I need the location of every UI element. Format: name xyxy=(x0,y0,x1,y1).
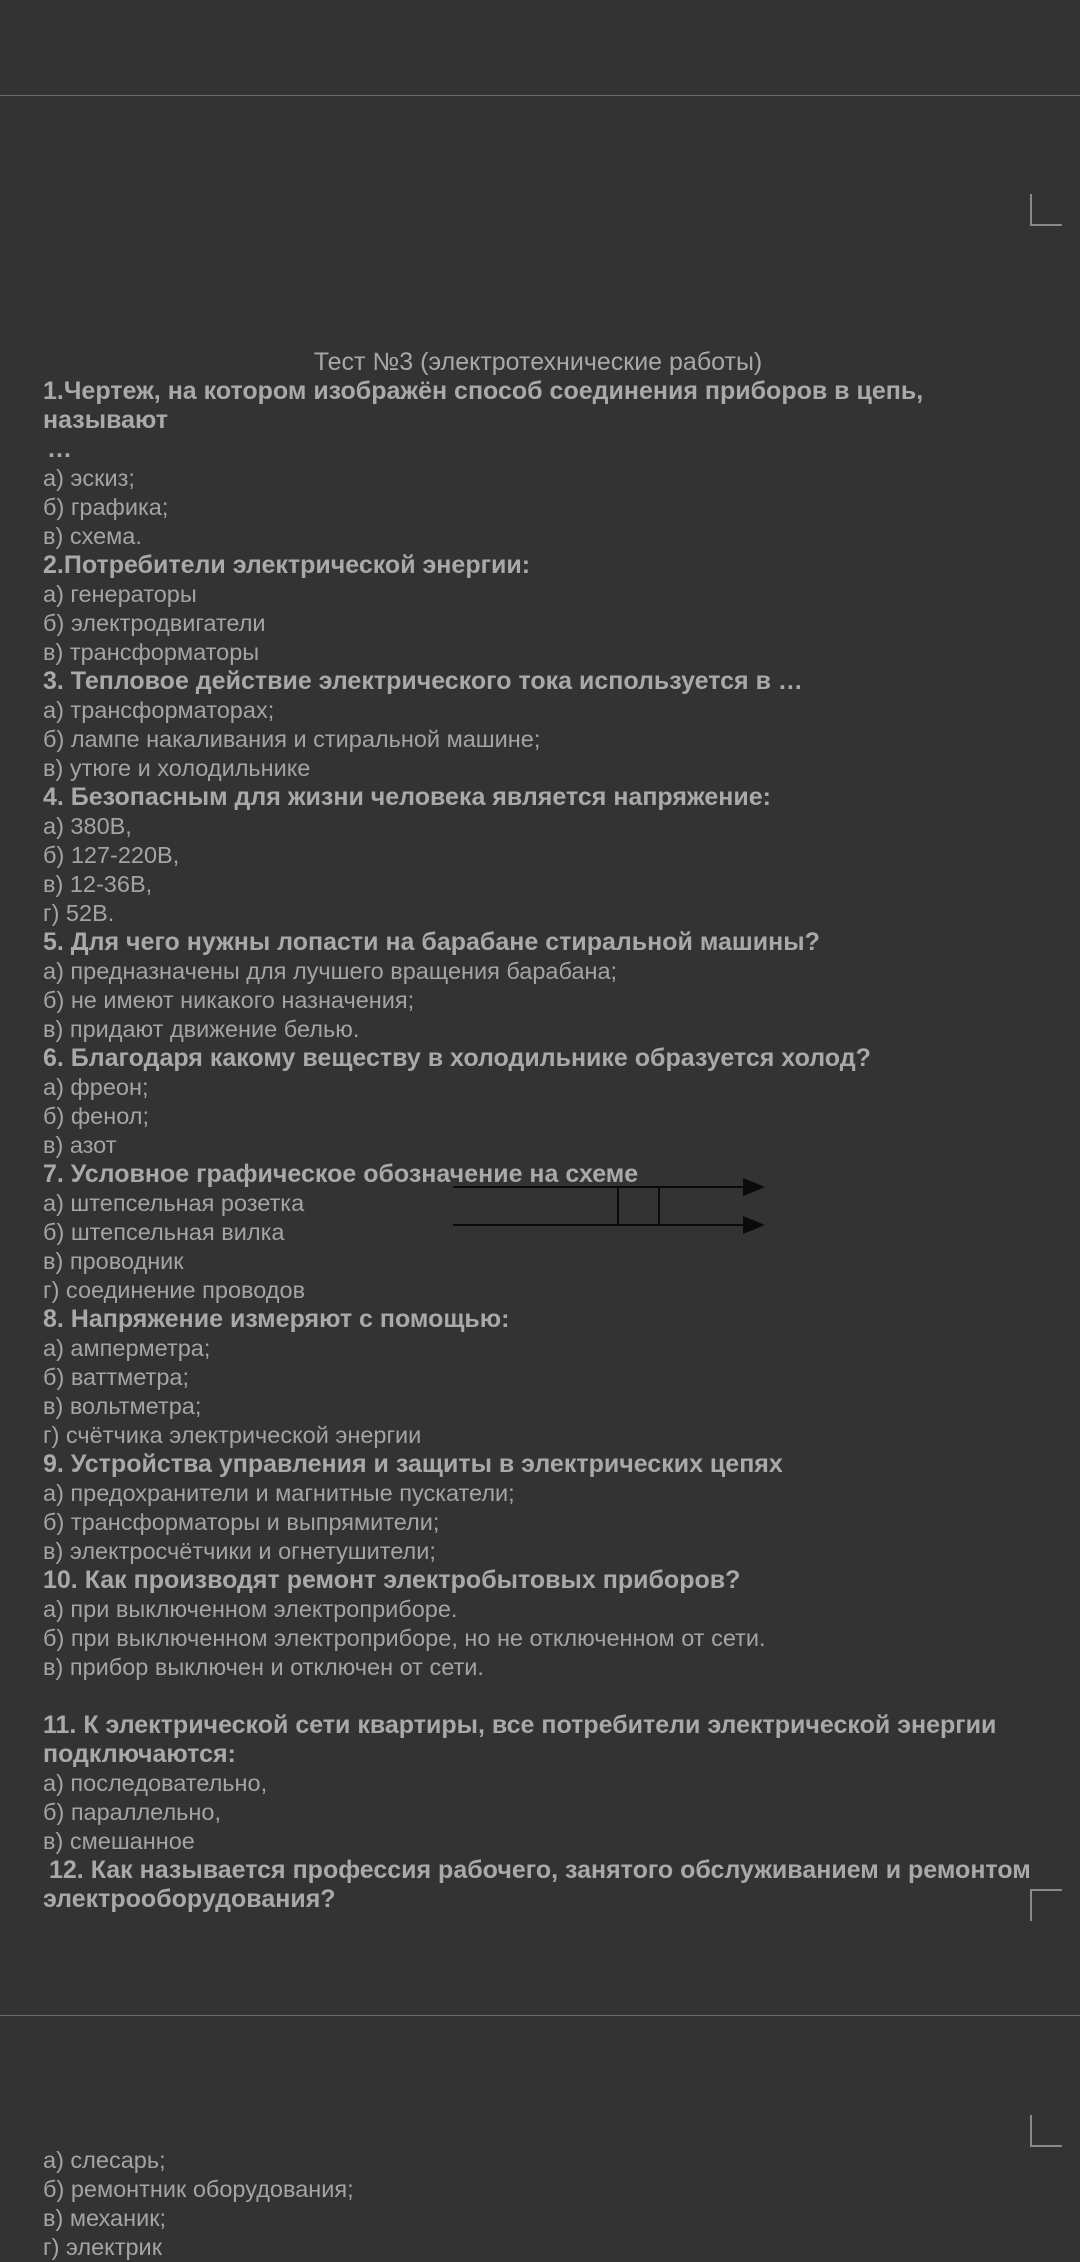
question-9 xyxy=(43,1450,1043,1566)
document-title: Тест №3 (электротехнические работы) xyxy=(313,348,763,376)
answer-option: б) фенол; xyxy=(43,1103,149,1129)
question-text: 8. Напряжение измеряют с помощью: xyxy=(43,1305,510,1333)
answer-option: а) трансформаторах; xyxy=(43,697,275,723)
question-text-continued: … xyxy=(47,435,72,463)
answer-option: а) при выключенном электроприборе. xyxy=(43,1596,458,1622)
question-4 xyxy=(43,783,1043,928)
answer-option: б) трансформаторы и выпрямители; xyxy=(43,1509,440,1535)
answer-option: а) слесарь; xyxy=(43,2147,166,2173)
question-3 xyxy=(43,667,1043,783)
question-12-answers xyxy=(43,2146,1043,2262)
answer-option: б) лампе накаливания и стиральной машине; xyxy=(43,726,541,752)
arrow-right-icon xyxy=(743,1178,765,1196)
question-text-continued: подключаются: xyxy=(43,1740,236,1768)
question-10 xyxy=(43,1566,1043,1682)
answer-option: в) механик; xyxy=(43,2205,167,2231)
answer-option: г) соединение проводов xyxy=(43,1277,306,1303)
answer-option: а) амперметра; xyxy=(43,1335,211,1361)
question-text: 3. Тепловое действие электрического тока используется в … xyxy=(43,667,803,695)
question-text: 5. Для чего нужны лопасти на барабане стиральной машины? xyxy=(43,928,820,956)
answer-option: б) ремонтник оборудования; xyxy=(43,2176,354,2202)
answer-option: в) проводник xyxy=(43,1248,184,1274)
answer-option: в) трансформаторы xyxy=(43,639,260,665)
question-text: 4. Безопасным для жизни человека является напряжение: xyxy=(43,783,771,811)
answer-option: в) смешанное xyxy=(43,1828,195,1854)
page-divider-top xyxy=(0,95,1080,96)
answer-option: а) эскиз; xyxy=(43,465,135,491)
arrow-right-icon xyxy=(743,1216,765,1234)
answer-option: в) азот xyxy=(43,1132,117,1158)
schematic-symbol-icon xyxy=(453,1176,773,1236)
question-1 xyxy=(43,377,1043,551)
question-text: 9. Устройства управления и защиты в электрических цепях xyxy=(43,1450,783,1478)
answer-option: г) электрик xyxy=(43,2234,162,2260)
page-divider-bottom xyxy=(0,2015,1080,2016)
answer-option: б) параллельно, xyxy=(43,1799,221,1825)
answer-option: в) придают движение белью. xyxy=(43,1016,360,1042)
page-corner-mark xyxy=(1030,194,1062,226)
question-text: 2.Потребители электрической энергии: xyxy=(43,551,531,579)
answer-option: а) последовательно, xyxy=(43,1770,268,1796)
question-text: 6. Благодаря какому веществу в холодильнике образуется холод? xyxy=(43,1044,871,1072)
question-text-continued: электрооборудования? xyxy=(43,1885,336,1913)
page-corner-mark xyxy=(1030,2115,1062,2147)
answer-option: б) 127-220В, xyxy=(43,842,180,868)
blank-line xyxy=(43,1682,1043,1711)
question-text: 10. Как производят ремонт электробытовых приборов? xyxy=(43,1566,741,1594)
answer-option: б) ваттметра; xyxy=(43,1364,189,1390)
answer-option: г) 52В. xyxy=(43,900,115,926)
answer-option: в) утюге и холодильнике xyxy=(43,755,311,781)
question-text: 1.Чертеж, на котором изображён способ соединения приборов в цепь, называют xyxy=(43,377,924,434)
question-12 xyxy=(43,1856,1043,1914)
answer-option: г) счётчика электрической энергии xyxy=(43,1422,422,1448)
answer-option: б) электродвигатели xyxy=(43,610,266,636)
document-page xyxy=(43,348,1043,1914)
answer-option: в) 12-36В, xyxy=(43,871,153,897)
question-2 xyxy=(43,551,1043,667)
question-text: 7. Условное графическое обозначение на схеме xyxy=(43,1160,639,1188)
answer-option: а) штепсельная розетка xyxy=(43,1190,305,1216)
answer-option: а) предназначены для лучшего вращения барабана; xyxy=(43,958,618,984)
answer-option: в) прибор выключен и отключен от сети. xyxy=(43,1654,484,1680)
answer-option: а) генераторы xyxy=(43,581,197,607)
question-11 xyxy=(43,1711,1043,1856)
question-5 xyxy=(43,928,1043,1044)
question-8 xyxy=(43,1305,1043,1450)
answer-option: б) не имеют никакого назначения; xyxy=(43,987,415,1013)
question-text: 12. Как называется профессия рабочего, занятого обслуживанием и ремонтом xyxy=(49,1856,1031,1884)
answer-option: б) штепсельная вилка xyxy=(43,1219,285,1245)
answer-option: б) графика; xyxy=(43,494,169,520)
answer-option: а) предохранители и магнитные пускатели; xyxy=(43,1480,515,1506)
answer-option: в) вольтметра; xyxy=(43,1393,202,1419)
answer-option: б) при выключенном электроприборе, но не отключенном от сети. xyxy=(43,1625,766,1651)
answer-option: а) фреон; xyxy=(43,1074,149,1100)
question-text: 11. К электрической сети квартиры, все потребители электрической энергии xyxy=(43,1711,997,1739)
answer-option: в) схема. xyxy=(43,523,142,549)
question-6 xyxy=(43,1044,1043,1160)
answer-option: а) 380В, xyxy=(43,813,132,839)
document-page-2 xyxy=(43,2146,1043,2262)
answer-option: в) электросчётчики и огнетушители; xyxy=(43,1538,436,1564)
